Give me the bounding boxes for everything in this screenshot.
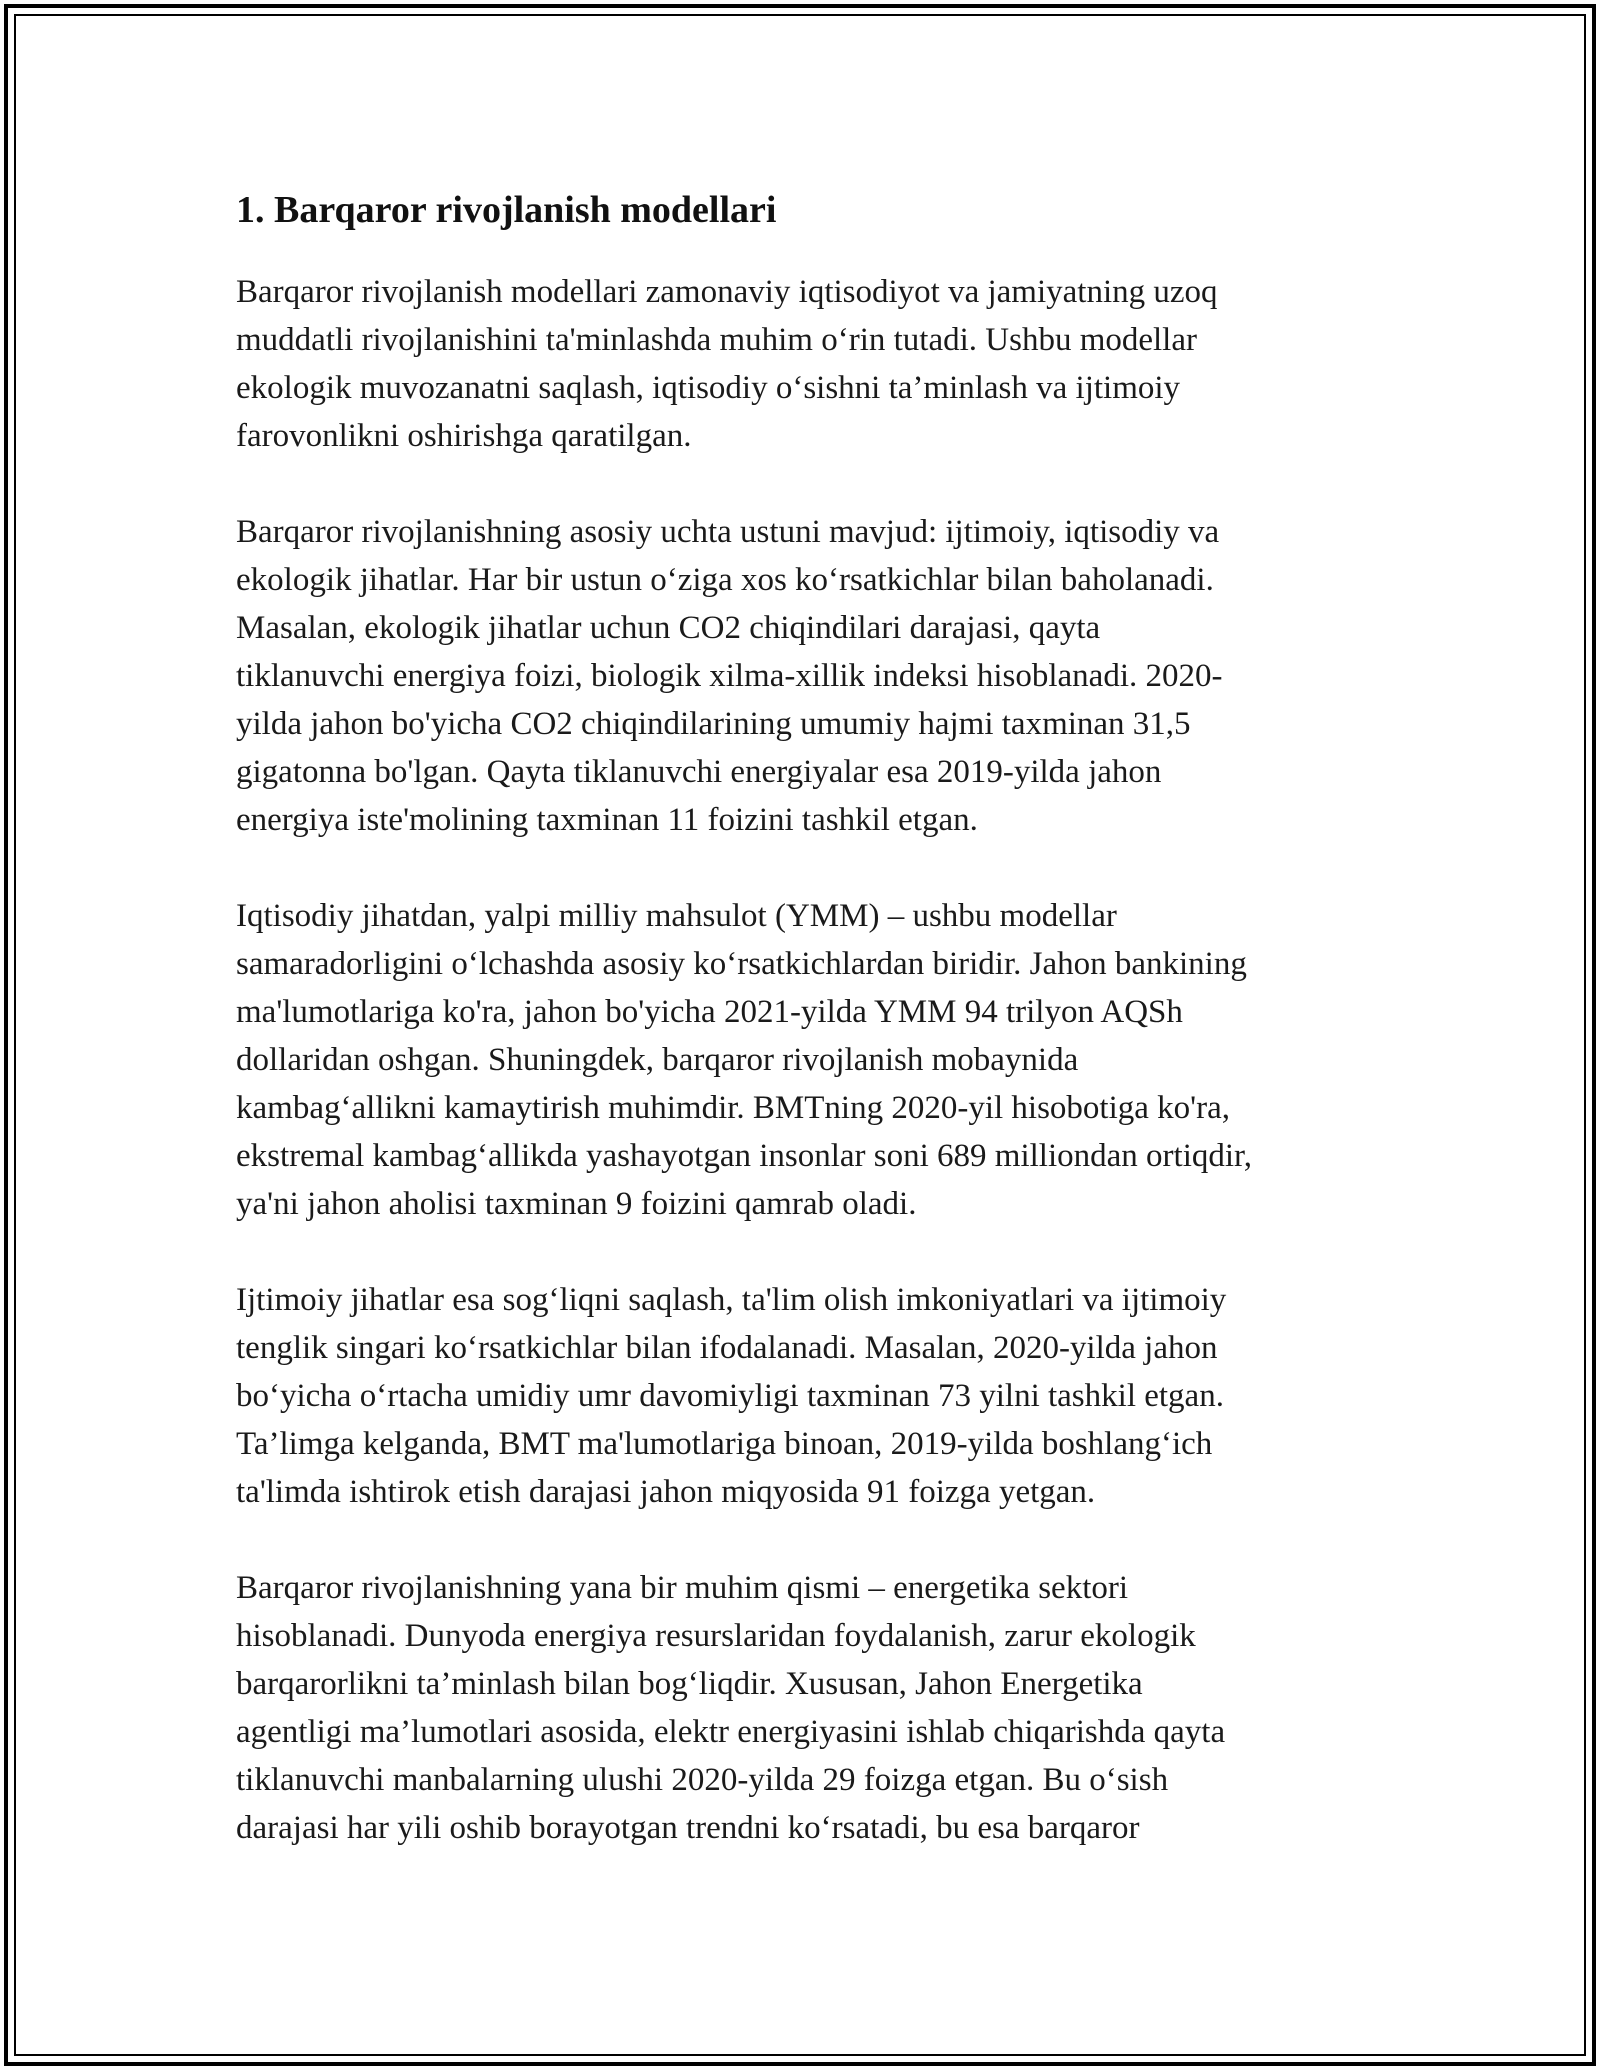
document-body bbox=[236, 186, 1370, 1900]
paragraph-economic: Iqtisodiy jihatdan, yalpi milliy mahsulot (YMM) – ushbu modellar samaradorligini o‘lchashda asosiy ko‘rsatkichlardan biridir. Jahon bankining ma'lumotlariga ko'ra, jahon bo'yicha 2021-yilda YMM 94 trilyon AQSh dollaridan oshgan. Shuningdek, barqaror rivojlanish mobaynida kambag‘allikni kamaytirish muhimdir. BMTning 2020-yil hisobotiga ko'ra, ekstremal kambag‘allikda yashayotgan insonlar soni 689 milliondan ortiqdir, ya'ni jahon aholisi taxminan 9 foizini qamrab oladi. bbox=[236, 898, 1252, 1222]
section-heading: 1. Barqaror rivojlanish modellari bbox=[236, 189, 777, 231]
paragraph-social: Ijtimoiy jihatlar esa sog‘liqni saqlash, ta'lim olish imkoniyatlari va ijtimoiy tenglik singari ko‘rsatkichlar bilan ifodalanadi. Masalan, 2020-yilda jahon bo‘yicha o‘rtacha umidiy umr davomiyligi taxminan 73 yilni tashkil etgan. Ta’limga kelganda, BMT ma'lumotlariga binoan, 2019-yilda boshlang‘ich ta'limda ishtirok etish darajasi jahon miqyosida 91 foizga yetgan. bbox=[236, 1282, 1227, 1510]
paragraph-ecological: Barqaror rivojlanishning asosiy uchta ustuni mavjud: ijtimoiy, iqtisodiy va ekologik jihatlar. Har bir ustun o‘ziga xos ko‘rsatkichlar bilan baholanadi. Masalan, ekologik jihatlar uchun CO2 chiqindilari darajasi, qayta tiklanuvchi energiya foizi, biologik xilma-xillik indeksi hisoblanadi. 2020- yilda jahon bo'yicha CO2 chiqindilarining umumiy hajmi taxminan 31,5 gigatonna bo'lgan. Qayta tiklanuvchi energiyalar esa 2019-yilda jahon energiya iste'molining taxminan 11 foizini tashkil etgan. bbox=[236, 514, 1223, 838]
paragraph-energy: Barqaror rivojlanishning yana bir muhim qismi – energetika sektori hisoblanadi. Dunyoda energiya resurslaridan foydalanish, zarur ekologik barqarorlikni ta’minlash bilan bog‘liqdir. Xususan, Jahon Energetika agentligi ma’lumotlari asosida, elektr energiyasini ishlab chiqarishda qayta tiklanuvchi manbalarning ulushi 2020-yilda 29 foizga etgan. Bu o‘sish darajasi har yili oshib borayotgan trendni ko‘rsatadi, bu esa barqaror bbox=[236, 1570, 1226, 1846]
paragraph-intro: Barqaror rivojlanish modellari zamonaviy iqtisodiyot va jamiyatning uzoq muddatli rivojlanishini ta'minlashda muhim o‘rin tutadi. Ushbu modellar ekologik muvozanatni saqlash, iqtisodiy o‘sishni ta’minlash va ijtimoiy farovonlikni oshirishga qaratilgan. bbox=[236, 274, 1218, 454]
